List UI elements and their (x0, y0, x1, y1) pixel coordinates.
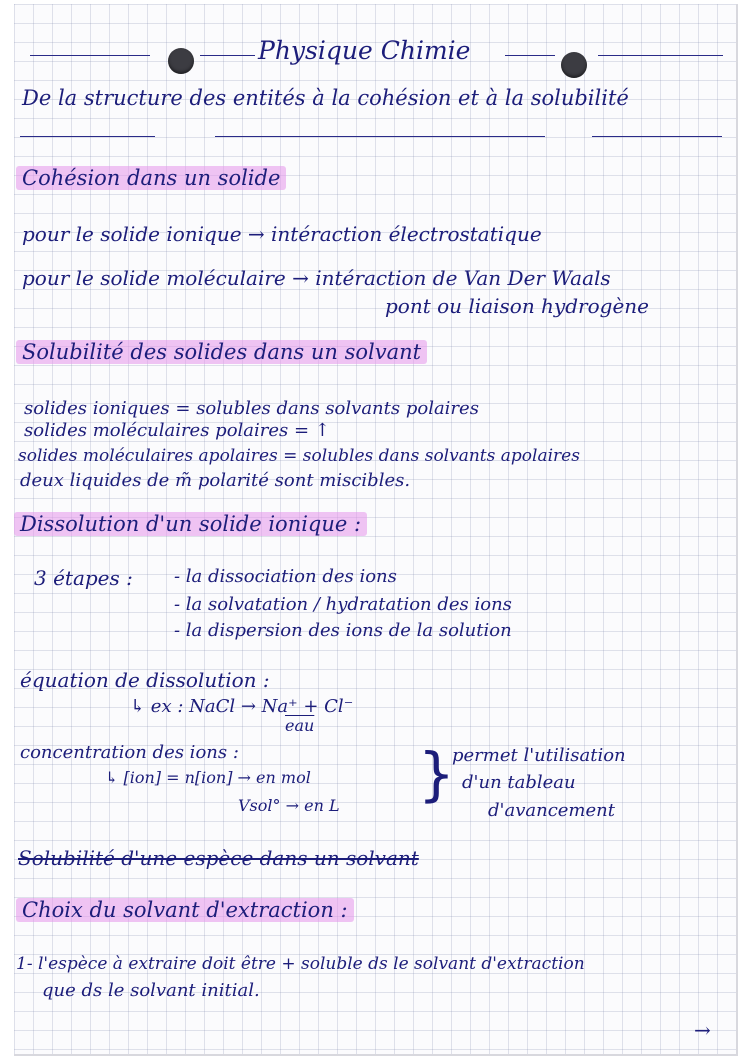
concentration-label: concentration des ions : (20, 742, 239, 763)
subtitle-rule-mid (215, 136, 545, 137)
concentration-note-1: permet l'utilisation (452, 745, 626, 766)
extraction-line-2: que ds le solvant initial. (42, 980, 260, 1001)
cohesion-line-2: pour le solide moléculaire → intéraction de Van Der Waals (22, 266, 611, 290)
concentration-denominator: Vsol° → en L (238, 796, 340, 815)
heading-dissolution-text: Dissolution d'un solide ionique : (14, 512, 367, 536)
equation: ↳ ex : NaCl → Na⁺ + Cl⁻ (130, 696, 354, 717)
heading-cohesion (16, 166, 286, 190)
equation-solvent: $\overline{eau}$ (285, 716, 315, 735)
dissolution-step-3: - la dispersion des ions de la solution (174, 620, 512, 641)
heading-solubilite-text: Solubilité des solides dans un solvant (16, 340, 427, 364)
concentration-formula: ↳ [ion] = n[ion] → en mol (105, 768, 311, 787)
equation-label: équation de dissolution : (20, 668, 270, 692)
dissolution-intro: 3 étapes : (34, 566, 133, 590)
header-rule-left (30, 55, 150, 56)
concentration-note-3: d'avancement (488, 800, 615, 821)
crossed-out-line: Solubilité d'une espèce dans un solvant (18, 846, 419, 870)
dissolution-step-1: - la dissociation des ions (174, 566, 397, 587)
heading-solubilite (16, 340, 427, 364)
solubilite-line-4: deux liquides de m̃ polarité sont miscibles. (20, 470, 411, 491)
binder-hole-right (561, 52, 587, 78)
cohesion-line-1: pour le solide ionique → intéraction électrostatique (22, 222, 542, 246)
brace: } (418, 740, 455, 808)
heading-cohesion-text: Cohésion dans un solide (16, 166, 286, 190)
solubilite-line-3: solides moléculaires apolaires = solubles dans solvants apolaires (18, 446, 580, 466)
page-subtitle: De la structure des entités à la cohésion et à la solubilité (22, 86, 629, 110)
subtitle-rule-right (592, 136, 722, 137)
header-rule-mid-left (200, 55, 255, 56)
solubilite-line-2: solides moléculaires polaires = ↑ (24, 420, 330, 441)
next-page-arrow: → (694, 1018, 711, 1042)
solubilite-line-1: solides ioniques = solubles dans solvants polaires (24, 398, 479, 419)
header-rule-right (598, 55, 723, 56)
subtitle-rule-left (20, 136, 155, 137)
heading-extraction (16, 898, 354, 922)
binder-hole-left (168, 48, 194, 74)
dissolution-step-2: - la solvatation / hydratation des ions (174, 594, 512, 615)
page-title: Physique Chimie (258, 36, 471, 65)
header-rule-mid-right (505, 55, 555, 56)
extraction-line-1: 1- l'espèce à extraire doit être + soluble ds le solvant d'extraction (16, 954, 585, 974)
heading-extraction-text: Choix du solvant d'extraction : (16, 898, 354, 922)
concentration-note-2: d'un tableau (462, 772, 576, 793)
cohesion-line-3: pont ou liaison hydrogène (385, 294, 649, 318)
heading-dissolution (14, 512, 367, 536)
